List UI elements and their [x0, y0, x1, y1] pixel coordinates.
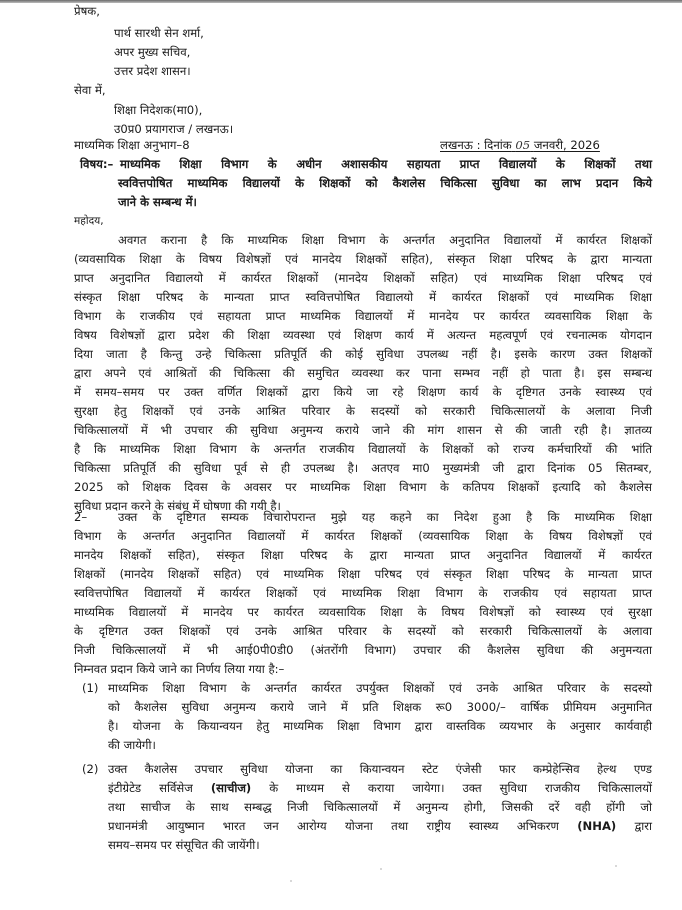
sender-name: पार्थ सारथी सेन शर्मा, — [114, 26, 204, 40]
bold-term: (NHA) — [577, 819, 617, 833]
item-1-line: माध्यमिक शिक्षा विभाग के अन्तर्गत कार्यरत उपर्युक्त शिक्षकों एवं उनके आश्रित परिवार के सदस्यो — [108, 681, 652, 695]
recipient-label: सेवा में, — [74, 83, 106, 97]
subject-line-2: स्ववित्तपोषित माध्यमिक विद्यालयों के शिक्षकों को कैशलेस चिकित्सा सुविधा का लाभ प्रदान किये — [118, 176, 652, 190]
sender-label: प्रेषक, — [74, 4, 100, 18]
item-2-line: तथा साचीज के साथ सम्बद्ध निजी चिकित्सालयों में अनुमन्य होगी, जिसकी दरें वही होंगी जो — [108, 800, 652, 814]
para2-line: माध्यमिक विद्यालयों में मानदेय पर कार्यरत व्यवसायिक शिक्षा के विषय विशेषज्ञों को स्वास्थ्य एवं सुरक्षा — [74, 605, 652, 619]
para1-line: द्वारा अपने एवं आश्रितों की चिकित्सा की समुचित व्यवस्था कर पाना सम्भव नहीं हो पाता है। इस सम्बन्ध — [74, 366, 652, 380]
para1-line: सुविधा प्रदान करने के संबंध में घोषणा की गयी है। — [74, 499, 281, 513]
para2-line: शिक्षकों (मानदेय शिक्षकों सहित) एवं माध्यमिक शिक्षा परिषद एवं संस्कृत शिक्षा परिषद के मान्यता प्राप्त — [74, 567, 652, 581]
para2-line: निम्नवत प्रदान किये जाने का निर्णय लिया गया है:– — [74, 662, 285, 676]
bold-term: (साचीज) — [210, 781, 252, 795]
para1-line: 2025 को शिक्षक दिवस के अवसर पर माध्यमिक शिक्षा विभाग के कतिपय शिक्षकों इत्यादि को कैशलेस — [74, 480, 652, 494]
item-2-line: इंटीग्रेटेड सर्विसेज (साचीज) के माध्यम से कराया जायेगा। उक्त सुविधा राजकीय चिकित्सालयों — [108, 781, 652, 795]
para2-line: के दृष्टिगत उक्त शिक्षकों एवं उनके आश्रित परिवार के सदस्यों को सरकारी चिकित्सालयों के अलावा — [74, 624, 652, 638]
date-day-handwritten: 05 — [515, 138, 531, 152]
para1-line: है कि माध्यमिक शिक्षा विभाग के अन्तर्गत राजकीय विद्यालयों के शिक्षकों को राज्य कर्मचारियों की भांति — [74, 442, 652, 456]
para1-line: चिकित्सा प्रतिपूर्ति की सुविधा पूर्व से ही उपलब्ध है। अतएव मा0 मुख्यमंत्री जी द्वारा दिनांक 05 सितम्बर, — [74, 461, 652, 475]
section-name: माध्यमिक शिक्षा अनुभाग–8 — [74, 138, 190, 152]
sender-designation: अपर मुख्य सचिव, — [114, 45, 191, 59]
para1-line: (व्यवसायिक शिक्षा के विषय विशेषज्ञों एवं मानदेय शिक्षकों सहित), संस्कृत शिक्षा परिषद के द्वारा मान्यता — [74, 252, 652, 266]
recipient-location: उ0प्र0 प्रयागराज / लखनऊ। — [114, 122, 234, 136]
item-1-line: को कैशलेस सुविधा अनुमन्य कराये जाने में प्रति शिक्षक रू0 3000/– वार्षिक प्रीमियम अनुमानित — [108, 700, 652, 714]
para2-line: विभाग के अन्तर्गत अनुदानित विद्यालयों में कार्यरत शिक्षकों (व्यवसायिक शिक्षा के विषय विशेषज्ञों एवं — [74, 529, 652, 543]
para1-line: चिकित्सालयों में भी उपचार की सुविधा अनुमन्य कराये जाने की मांग शासन से की जाती रही है। ज्ञातव्य — [74, 423, 652, 437]
item-2-line: समय–समय पर संसूचित की जायेंगी। — [108, 838, 260, 852]
date-suffix: जनवरी, 2026 — [533, 138, 600, 152]
para1-line: अवगत कराना है कि माध्यमिक शिक्षा विभाग के अन्तर्गत अनुदानित विद्यालयों में कार्यरत शिक्षकों — [118, 233, 652, 247]
scan-speck — [380, 868, 382, 870]
sender-office: उत्तर प्रदेश शासन। — [114, 64, 191, 78]
subject-line-3: जाने के सम्बन्ध में। — [118, 195, 197, 209]
subject-line-1: माध्यमिक शिक्षा विभाग के अधीन अशासकीय सहायता प्राप्त विद्यालयों के शिक्षकों तथा — [120, 157, 652, 171]
item-2-line: प्रधानमंत्री आयुष्मान भारत जन आरोग्य योजना तथा राष्ट्रीय स्वास्थ्य अभिकरण (NHA) द्वारा — [108, 819, 652, 833]
para2-line: स्ववित्तपोषित विद्यालयों में कार्यरत शिक्षकों एवं माध्यमिक शिक्षा विभाग के राजकीय एवं सहायता प्राप्त — [74, 586, 652, 600]
scan-speck — [290, 880, 292, 882]
para2-line: उक्त के दृष्टिगत सम्यक विचारोपरान्त मुझे यह कहने का निदेश हुआ है कि माध्यमिक शिक्षा — [118, 510, 652, 524]
para1-line: संस्कृत शिक्षा परिषद के मान्यता प्राप्त स्ववित्तपोषित विद्यालयो में कार्यरत शिक्षकों एवं माध्यमिक शिक्षा — [74, 290, 652, 304]
item-2-number: (2) — [82, 762, 99, 776]
salutation: महोदय, — [74, 215, 104, 227]
subject-label: विषय:– — [80, 157, 114, 171]
para2-line: मानदेय शिक्षकों सहित), संस्कृत शिक्षा परिषद के द्वारा मान्यता प्राप्त अनुदानित विद्यालयों में कार्यरत — [74, 548, 652, 562]
para1-line: विभाग के राजकीय एवं सहायता प्राप्त माध्यमिक विद्यालयों में मानदेय पर कार्यरत व्यवसायिक शिक्षा के — [74, 309, 652, 323]
para1-line: दिया जाता है किन्तु उन्हे चिकित्सा प्रतिपूर्ति की कोई सुविधा उपलब्ध नहीं है। इसके कारण उक्त शिक्षकों — [74, 347, 652, 361]
item-1-line: की जायेगी। — [108, 738, 156, 752]
item-1-number: (1) — [82, 681, 99, 695]
para1-line: प्राप्त अनुदानित विद्यालयो में कार्यरत शिक्षकों (मानदेय शिक्षकों सहित) एवं माध्यमिक शिक्षा परिषद एवं — [74, 271, 652, 285]
scan-speck — [615, 865, 617, 867]
para2-line: निजी चिकित्सालयों में भी आई0पी0डी0 (अंतरोंगी विभाग) उपचार की कैशलेस सुविधा की अनुमन्यता — [74, 643, 652, 657]
date-prefix: लखनऊ : दिनांक — [440, 138, 512, 152]
para1-line: सुरक्षा हेतु शिक्षकों एवं उनके आश्रित परिवार के सदस्यों को सरकारी चिकित्सालयों के अलावा निजी — [74, 404, 652, 418]
recipient-designation: शिक्षा निदेशक(मा0), — [114, 103, 203, 117]
para1-line: विषय विशेषज्ञों द्वारा प्रदेश की शिक्षा व्यवस्था एवं शिक्षण कार्य में अत्यन्त महत्वपूर्ण एवं रचनात्मक योगदान — [74, 328, 652, 342]
place-date — [440, 136, 600, 155]
item-2-line: उक्त कैशलेस उपचार सुविधा योजना का कियान्वयन स्टेट एंजेसी फार कम्प्रेहेन्सिव हेल्थ एण्ड — [108, 762, 652, 776]
para1-line: में समय–समय पर उक्त वर्णित शिक्षकों द्वारा किये जा रहे शिक्षण कार्य के दृष्टिगत उनके स्वास्थ्य एवं — [74, 385, 652, 399]
para2-number: 2– — [74, 510, 88, 524]
item-1-line: है। योजना के कियान्वयन हेतु माध्यमिक शिक्षा विभाग द्वारा वास्तविक व्ययभार के अनुसार कार्यवाही — [108, 719, 652, 733]
